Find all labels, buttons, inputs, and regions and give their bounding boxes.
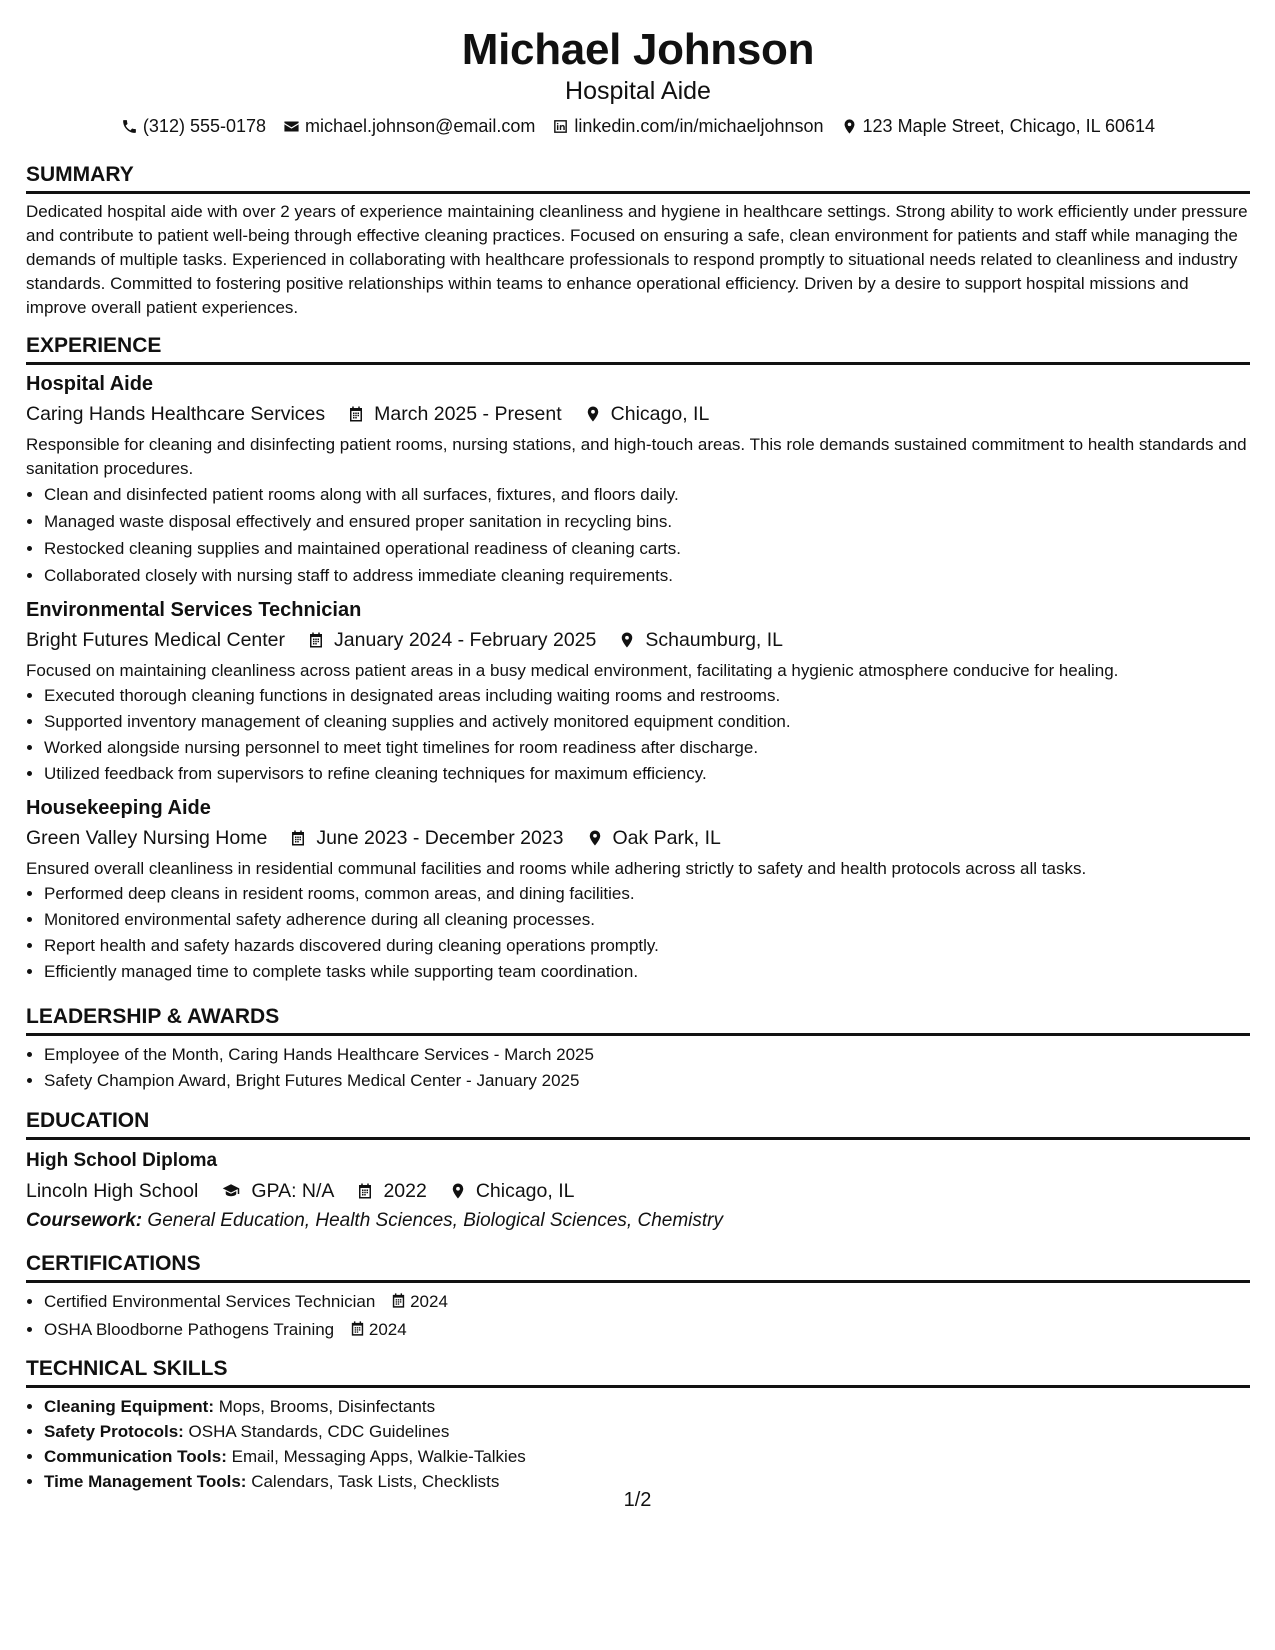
section-heading-experience: EXPERIENCE xyxy=(26,333,1250,365)
list-item: • Performed deep cleans in resident rooms, common areas, and dining facilities. xyxy=(44,881,1250,907)
map-pin-icon xyxy=(449,1182,467,1200)
experience-section xyxy=(26,333,1250,985)
section-heading-awards: LEADERSHIP & AWARDS xyxy=(26,1004,1250,1036)
education-meta xyxy=(26,1178,1250,1204)
education-section xyxy=(26,1108,1250,1234)
job-entry xyxy=(26,597,1250,787)
skill-value: Mops, Brooms, Disinfectants xyxy=(218,1397,436,1416)
job-bullets xyxy=(26,683,1250,787)
skill-label: Safety Protocols: xyxy=(44,1422,184,1441)
skills-section xyxy=(26,1356,1250,1494)
job-title: Environmental Services Technician xyxy=(26,599,362,621)
contact-email[interactable] xyxy=(283,114,535,138)
address-text: 123 Maple Street, Chicago, IL 60614 xyxy=(862,116,1156,136)
job-description: Responsible for cleaning and disinfecting patient rooms, nursing stations, and high-touch areas. This role demands sustained commitment to health standards and sanitation procedures. xyxy=(26,435,1247,478)
graduation-cap-icon xyxy=(220,1182,242,1200)
contact-linkedin[interactable] xyxy=(552,114,823,138)
job-bullets xyxy=(26,881,1250,985)
school-location: Chicago, IL xyxy=(475,1180,575,1202)
list-item xyxy=(44,1289,1250,1317)
section-heading-summary: SUMMARY xyxy=(26,162,1250,194)
list-item: • Executed thorough cleaning functions in designated areas including waiting rooms and restrooms. xyxy=(44,683,1250,709)
company-name: Caring Hands Healthcare Services xyxy=(26,403,326,425)
coursework-label: Coursework: xyxy=(26,1210,143,1231)
list-item xyxy=(44,1444,1250,1469)
skill-value: Calendars, Task Lists, Checklists xyxy=(251,1472,500,1491)
certification-year: 2024 xyxy=(410,1292,448,1311)
list-item: • Clean and disinfected patient rooms along with all surfaces, fixtures, and floors daily. xyxy=(44,481,1250,508)
job-description: Ensured overall cleanliness in residential communal facilities and rooms while adhering strictly to safety and health protocols across all tasks. xyxy=(26,859,1087,878)
calendar-icon xyxy=(307,631,325,649)
skill-label: Cleaning Equipment: xyxy=(44,1397,214,1416)
job-title: Hospital Aide xyxy=(26,373,154,395)
skill-value: Email, Messaging Apps, Walkie-Talkies xyxy=(231,1447,526,1466)
skill-label: Communication Tools: xyxy=(44,1447,227,1466)
list-item: • Report health and safety hazards discovered during cleaning operations promptly. xyxy=(44,933,1250,959)
job-meta xyxy=(26,401,1250,427)
job-meta xyxy=(26,825,1250,851)
company-name: Green Valley Nursing Home xyxy=(26,827,268,849)
job-entry xyxy=(26,795,1250,985)
map-pin-icon xyxy=(841,118,858,135)
contact-address xyxy=(841,114,1156,138)
linkedin-text: linkedin.com/in/michaeljohnson xyxy=(574,116,824,136)
job-title: Housekeeping Aide xyxy=(26,797,211,819)
job-entry xyxy=(26,371,1250,589)
certification-name: Certified Environmental Services Technician xyxy=(44,1292,376,1311)
email-icon xyxy=(283,118,300,135)
phone-icon xyxy=(121,118,138,135)
list-item xyxy=(44,1317,1250,1345)
awards-list xyxy=(26,1042,1250,1094)
job-description: Focused on maintaining cleanliness across patient areas in a busy medical environment, facilitating a hygienic atmosphere conducive for healing. xyxy=(26,661,1119,680)
job-bullets xyxy=(26,481,1250,589)
summary-text: Dedicated hospital aide with over 2 years of experience maintaining cleanliness and hygiene in healthcare settings. Strong ability to work efficiently under pressure and contribute to patient well-being through effective cleaning practices. Focused on ensuring a safe, clean environment for patients and staff while managing the demands of multiple tasks. Experienced in collaborating with healthcare professionals to respond promptly to situational needs related to cleanliness and industry standards. Committed to fostering positive relationships within teams to enhance operational efficiency. Driven by a desire to support hospital missions and improve overall patient experiences. xyxy=(26,202,1248,317)
graduation-year: 2022 xyxy=(383,1180,427,1202)
job-dates: March 2025 - Present xyxy=(374,403,562,425)
job-dates: January 2024 - February 2025 xyxy=(334,629,597,651)
list-item: • Supported inventory management of cleaning supplies and actively monitored equipment condition. xyxy=(44,709,1250,735)
job-dates: June 2023 - December 2023 xyxy=(316,827,564,849)
awards-section xyxy=(26,1004,1250,1094)
list-item: • Utilized feedback from supervisors to refine cleaning techniques for maximum efficiency. xyxy=(44,761,1250,787)
map-pin-icon xyxy=(586,829,604,847)
email-text: michael.johnson@email.com xyxy=(305,116,536,136)
list-item: • Worked alongside nursing personnel to meet tight timelines for room readiness after discharge. xyxy=(44,735,1250,761)
certification-year: 2024 xyxy=(368,1320,407,1339)
calendar-icon xyxy=(356,1182,374,1200)
coursework-line xyxy=(26,1208,1250,1234)
coursework-text: General Education, Health Sciences, Biological Sciences, Chemistry xyxy=(147,1210,723,1231)
list-item: • Monitored environmental safety adherence during all cleaning processes. xyxy=(44,907,1250,933)
page-number: 1/2 xyxy=(623,1489,652,1511)
calendar-icon xyxy=(347,405,365,423)
list-item xyxy=(44,1419,1250,1444)
map-pin-icon xyxy=(618,631,636,649)
gpa-text: GPA: N/A xyxy=(251,1180,335,1202)
list-item: • Efficiently managed time to complete tasks while supporting team coordination. xyxy=(44,959,1250,985)
calendar-icon xyxy=(390,1291,407,1317)
skill-value: OSHA Standards, CDC Guidelines xyxy=(188,1422,450,1441)
skills-list xyxy=(26,1394,1250,1494)
map-pin-icon xyxy=(584,405,602,423)
section-heading-education: EDUCATION xyxy=(26,1108,1250,1140)
degree-title: High School Diploma xyxy=(26,1150,218,1171)
job-location: Schaumburg, IL xyxy=(645,629,784,651)
candidate-name: Michael Johnson xyxy=(461,25,815,74)
phone-text: (312) 555-0178 xyxy=(142,116,267,136)
summary-section xyxy=(26,162,1250,320)
certifications-section xyxy=(26,1251,1250,1345)
contact-phone[interactable] xyxy=(121,114,266,138)
certification-name: OSHA Bloodborne Pathogens Training xyxy=(44,1320,335,1339)
list-item: • Managed waste disposal effectively and ensured proper sanitation in recycling bins. xyxy=(44,508,1250,535)
contact-bar xyxy=(26,114,1250,138)
job-meta xyxy=(26,627,1250,653)
list-item: • Safety Champion Award, Bright Futures Medical Center - January 2025 xyxy=(44,1068,1250,1094)
job-location: Chicago, IL xyxy=(610,403,710,425)
job-location: Oak Park, IL xyxy=(612,827,721,849)
linkedin-icon xyxy=(552,118,569,135)
section-heading-skills: TECHNICAL SKILLS xyxy=(26,1356,1250,1388)
resume-header xyxy=(26,26,1250,138)
skill-label: Time Management Tools: xyxy=(44,1472,247,1491)
list-item: • Employee of the Month, Caring Hands Healthcare Services - March 2025 xyxy=(44,1042,1250,1068)
candidate-title: Hospital Aide xyxy=(565,77,711,105)
list-item xyxy=(44,1394,1250,1419)
certifications-list xyxy=(26,1289,1250,1345)
school-name: Lincoln High School xyxy=(26,1180,199,1202)
resume-page xyxy=(26,0,1250,1491)
section-heading-certifications: CERTIFICATIONS xyxy=(26,1251,1250,1283)
calendar-icon xyxy=(289,829,307,847)
list-item: • Collaborated closely with nursing staff to address immediate cleaning requirements. xyxy=(44,562,1250,589)
calendar-icon xyxy=(349,1319,366,1345)
list-item: • Restocked cleaning supplies and maintained operational readiness of cleaning carts. xyxy=(44,535,1250,562)
company-name: Bright Futures Medical Center xyxy=(26,629,286,651)
